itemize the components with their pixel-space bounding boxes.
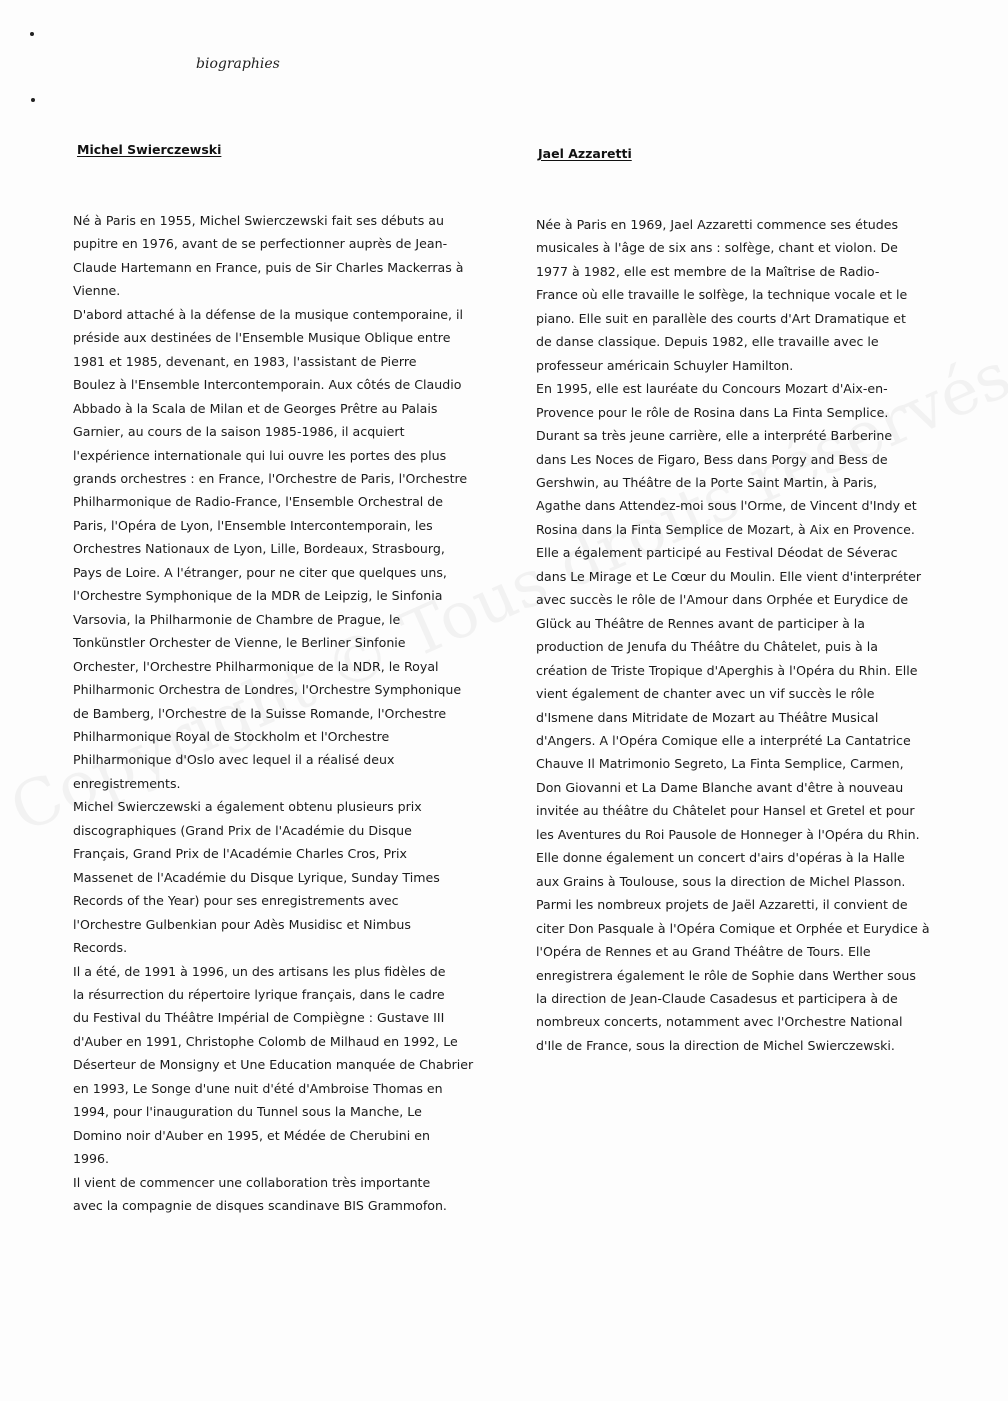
text-line: Durant sa très jeune carrière, elle a interprété Barberine (536, 428, 893, 444)
text-line: D'abord attaché à la défense de la musique contemporaine, il (73, 306, 464, 322)
text-line: 1996. (73, 1151, 110, 1167)
text-line: Née à Paris en 1969, Jael Azzaretti commence ses études (536, 217, 899, 232)
text-line: citer Don Pasquale à l'Opéra Comique et Orphée et Eurydice à (536, 920, 930, 936)
text-line: d'Auber en 1991, Christophe Colomb de Milhaud en 1992, Le (73, 1033, 458, 1049)
bio-title-jael-azzaretti: Jael Azzaretti (538, 146, 632, 161)
text-line: en 1993, Le Songe d'une nuit d'été d'Ambroise Thomas en (73, 1080, 443, 1096)
text-line: de danse classique. Depuis 1982, elle travaille avec le (536, 334, 879, 350)
scan-dot (31, 98, 35, 102)
text-line: Gershwin, au Théâtre de la Porte Saint Martin, à Paris, (536, 474, 878, 490)
text-line: Glück au Théâtre de Rennes avant de participer à la (536, 615, 866, 631)
text-line: nombreux concerts, notamment avec l'Orchestre National (536, 1014, 903, 1030)
text-line: dans Le Mirage et Le Cœur du Moulin. Elle vient d'interpréter (536, 568, 922, 584)
text-line: la direction de Jean-Claude Casadesus et participera à de (536, 990, 898, 1006)
text-line: Paris, l'Opéra de Lyon, l'Ensemble Intercontemporain, les (73, 517, 433, 533)
text-line: Philharmonique Royal de Stockholm et l'Orchestre (73, 728, 390, 744)
text-line: enregistrera également le rôle de Sophie dans Werther sous (536, 967, 916, 983)
text-line: Abbado à la Scala de Milan et de Georges Prêtre au Palais (73, 400, 438, 416)
text-line: aux Grains à Toulouse, sous la direction de Michel Plasson. (536, 873, 906, 889)
text-line: Boulez à l'Ensemble Intercontemporain. Aux côtés de Claudio (73, 377, 462, 393)
text-line: grands orchestres : en France, l'Orchestre de Paris, l'Orchestre (73, 470, 468, 486)
text-line: 1994, pour l'inauguration du Tunnel sous la Manche, Le (73, 1104, 422, 1120)
text-line: avec la compagnie de disques scandinave BIS Grammofon. (73, 1198, 447, 1214)
text-line: Né à Paris en 1955, Michel Swierczewski fait ses débuts au (73, 213, 444, 228)
text-line: musicales à l'âge de six ans : solfège, chant et violon. De (536, 240, 898, 256)
text-line: piano. Elle suit en parallèle des courts d'Art Dramatique et (536, 310, 906, 326)
text-line: la résurrection du répertoire lyrique français, dans le cadre (73, 986, 445, 1002)
text-line: Français, Grand Prix de l'Académie Charles Cros, Prix (73, 846, 408, 862)
text-line: d'Ismene dans Mitridate de Mozart au Théâtre Musical (536, 709, 879, 725)
text-line: Philharmonique d'Oslo avec lequel il a réalisé deux (73, 752, 395, 768)
text-line: Philharmonic Orchestra de Londres, l'Orchestre Symphonique (73, 682, 462, 698)
text-line: Il a été, de 1991 à 1996, un des artisans les plus fidèles de (73, 963, 446, 979)
text-line: d'Angers. A l'Opéra Comique elle a interprété La Cantatrice (536, 732, 911, 748)
text-line: Déserteur de Monsigny et Une Education manquée de Chabrier (73, 1057, 474, 1073)
text-line: 1981 et 1985, devenant, en 1983, l'assistant de Pierre (73, 353, 417, 369)
text-line: invitée au théâtre du Châtelet pour Hansel et Gretel et pour (536, 803, 915, 819)
text-line: Parmi les nombreux projets de Jaël Azzaretti, il convient de (536, 897, 908, 913)
text-line: France où elle travaille le solfège, la technique vocale et le (536, 287, 908, 303)
text-line: du Festival du Théâtre Impérial de Compiègne : Gustave III (73, 1010, 445, 1026)
text-line: Rosina dans la Finta Semplice de Mozart, à Aix en Provence. (536, 521, 915, 537)
text-line: Domino noir d'Auber en 1995, et Médée de Cherubini en (73, 1127, 430, 1143)
bio-text-jael-azzaretti (536, 213, 930, 1057)
text-line: Records. (73, 940, 128, 956)
bio-text-michel-swierczewski (73, 209, 473, 1217)
text-line: Il vient de commencer une collaboration très importante (73, 1174, 431, 1190)
text-line: Orchestres Nationaux de Lyon, Lille, Bordeaux, Strasbourg, (73, 541, 445, 557)
text-line: production de Jenufa du Théâtre du Châtelet, puis à la (536, 639, 878, 655)
section-label: biographies (196, 56, 280, 72)
text-line: Don Giovanni et La Dame Blanche avant d'être à nouveau (536, 779, 904, 795)
scan-dot (30, 32, 34, 36)
text-line: d'Ile de France, sous la direction de Michel Swierczewski. (536, 1037, 895, 1053)
text-line: Philharmonique de Radio-France, l'Ensemble Orchestral de (73, 494, 444, 510)
text-line: En 1995, elle est lauréate du Concours Mozart d'Aix-en- (536, 381, 888, 397)
text-line: création de Triste Tropique d'Aperghis à l'Opéra du Rhin. Elle (536, 662, 918, 678)
text-line: préside aux destinées de l'Ensemble Musique Oblique entre (73, 330, 451, 346)
text-line: Provence pour le rôle de Rosina dans La Finta Semplice. (536, 404, 889, 420)
text-line: professeur américain Schuyler Hamilton. (536, 357, 794, 373)
text-line: dans Les Noces de Figaro, Bess dans Porgy and Bess de (536, 451, 888, 467)
text-line: Elle donne également un concert d'airs d'opéras à la Halle (536, 850, 905, 866)
text-line: Varsovia, la Philharmonie de Chambre de Prague, le (73, 611, 401, 627)
text-line: l'Opéra de Rennes et au Grand Théâtre de Tours. Elle (536, 944, 871, 960)
text-line: l'expérience internationale qui lui ouvre les portes des plus (73, 447, 447, 463)
text-line: pupitre en 1976, avant de se perfectionner auprès de Jean- (73, 236, 448, 252)
text-line: les Aventures du Roi Pausole de Honneger à l'Opéra du Rhin. (536, 826, 920, 842)
text-line: l'Orchestre Symphonique de la MDR de Leipzig, le Sinfonia (73, 588, 443, 604)
text-line: discographiques (Grand Prix de l'Académie du Disque (73, 822, 412, 838)
text-line: enregistrements. (73, 775, 181, 791)
text-line: Chauve Il Matrimonio Segreto, La Finta Semplice, Carmen, (536, 756, 904, 772)
text-line: vient également de chanter avec un vif succès le rôle (536, 686, 875, 702)
text-line: Claude Hartemann en France, puis de Sir Charles Mackerras à (73, 259, 464, 275)
text-line: l'Orchestre Gulbenkian pour Adès Musidisc et Nimbus (73, 916, 411, 932)
text-line: Pays de Loire. A l'étranger, pour ne citer que quelques uns, (73, 564, 447, 580)
text-line: Michel Swierczewski a également obtenu plusieurs prix (73, 799, 422, 815)
text-line: de Bamberg, l'Orchestre de la Suisse Romande, l'Orchestre (73, 705, 447, 721)
text-line: Garnier, au cours de la saison 1985-1986, il acquiert (73, 424, 405, 440)
text-line: Elle a également participé au Festival Déodat de Séverac (536, 545, 898, 561)
text-line: Agathe dans Attendez-moi sous l'Orme, de Vincent d'Indy et (536, 498, 917, 514)
bio-title-michel-swierczewski: Michel Swierczewski (77, 142, 222, 157)
text-line: avec succès le rôle de l'Amour dans Orphée et Eurydice de (536, 592, 909, 608)
text-line: Vienne. (73, 283, 121, 299)
text-line: Massenet de l'Académie du Disque Lyrique, Sunday Times (73, 869, 440, 885)
text-line: 1977 à 1982, elle est membre de la Maîtrise de Radio- (536, 263, 880, 279)
text-line: Orchester, l'Orchestre Philharmonique de la NDR, le Royal (73, 658, 439, 674)
text-line: Records of the Year) pour ses enregistrements avec (73, 893, 399, 909)
text-line: Tonkünstler Orchester de Vienne, le Berliner Sinfonie (73, 635, 406, 651)
